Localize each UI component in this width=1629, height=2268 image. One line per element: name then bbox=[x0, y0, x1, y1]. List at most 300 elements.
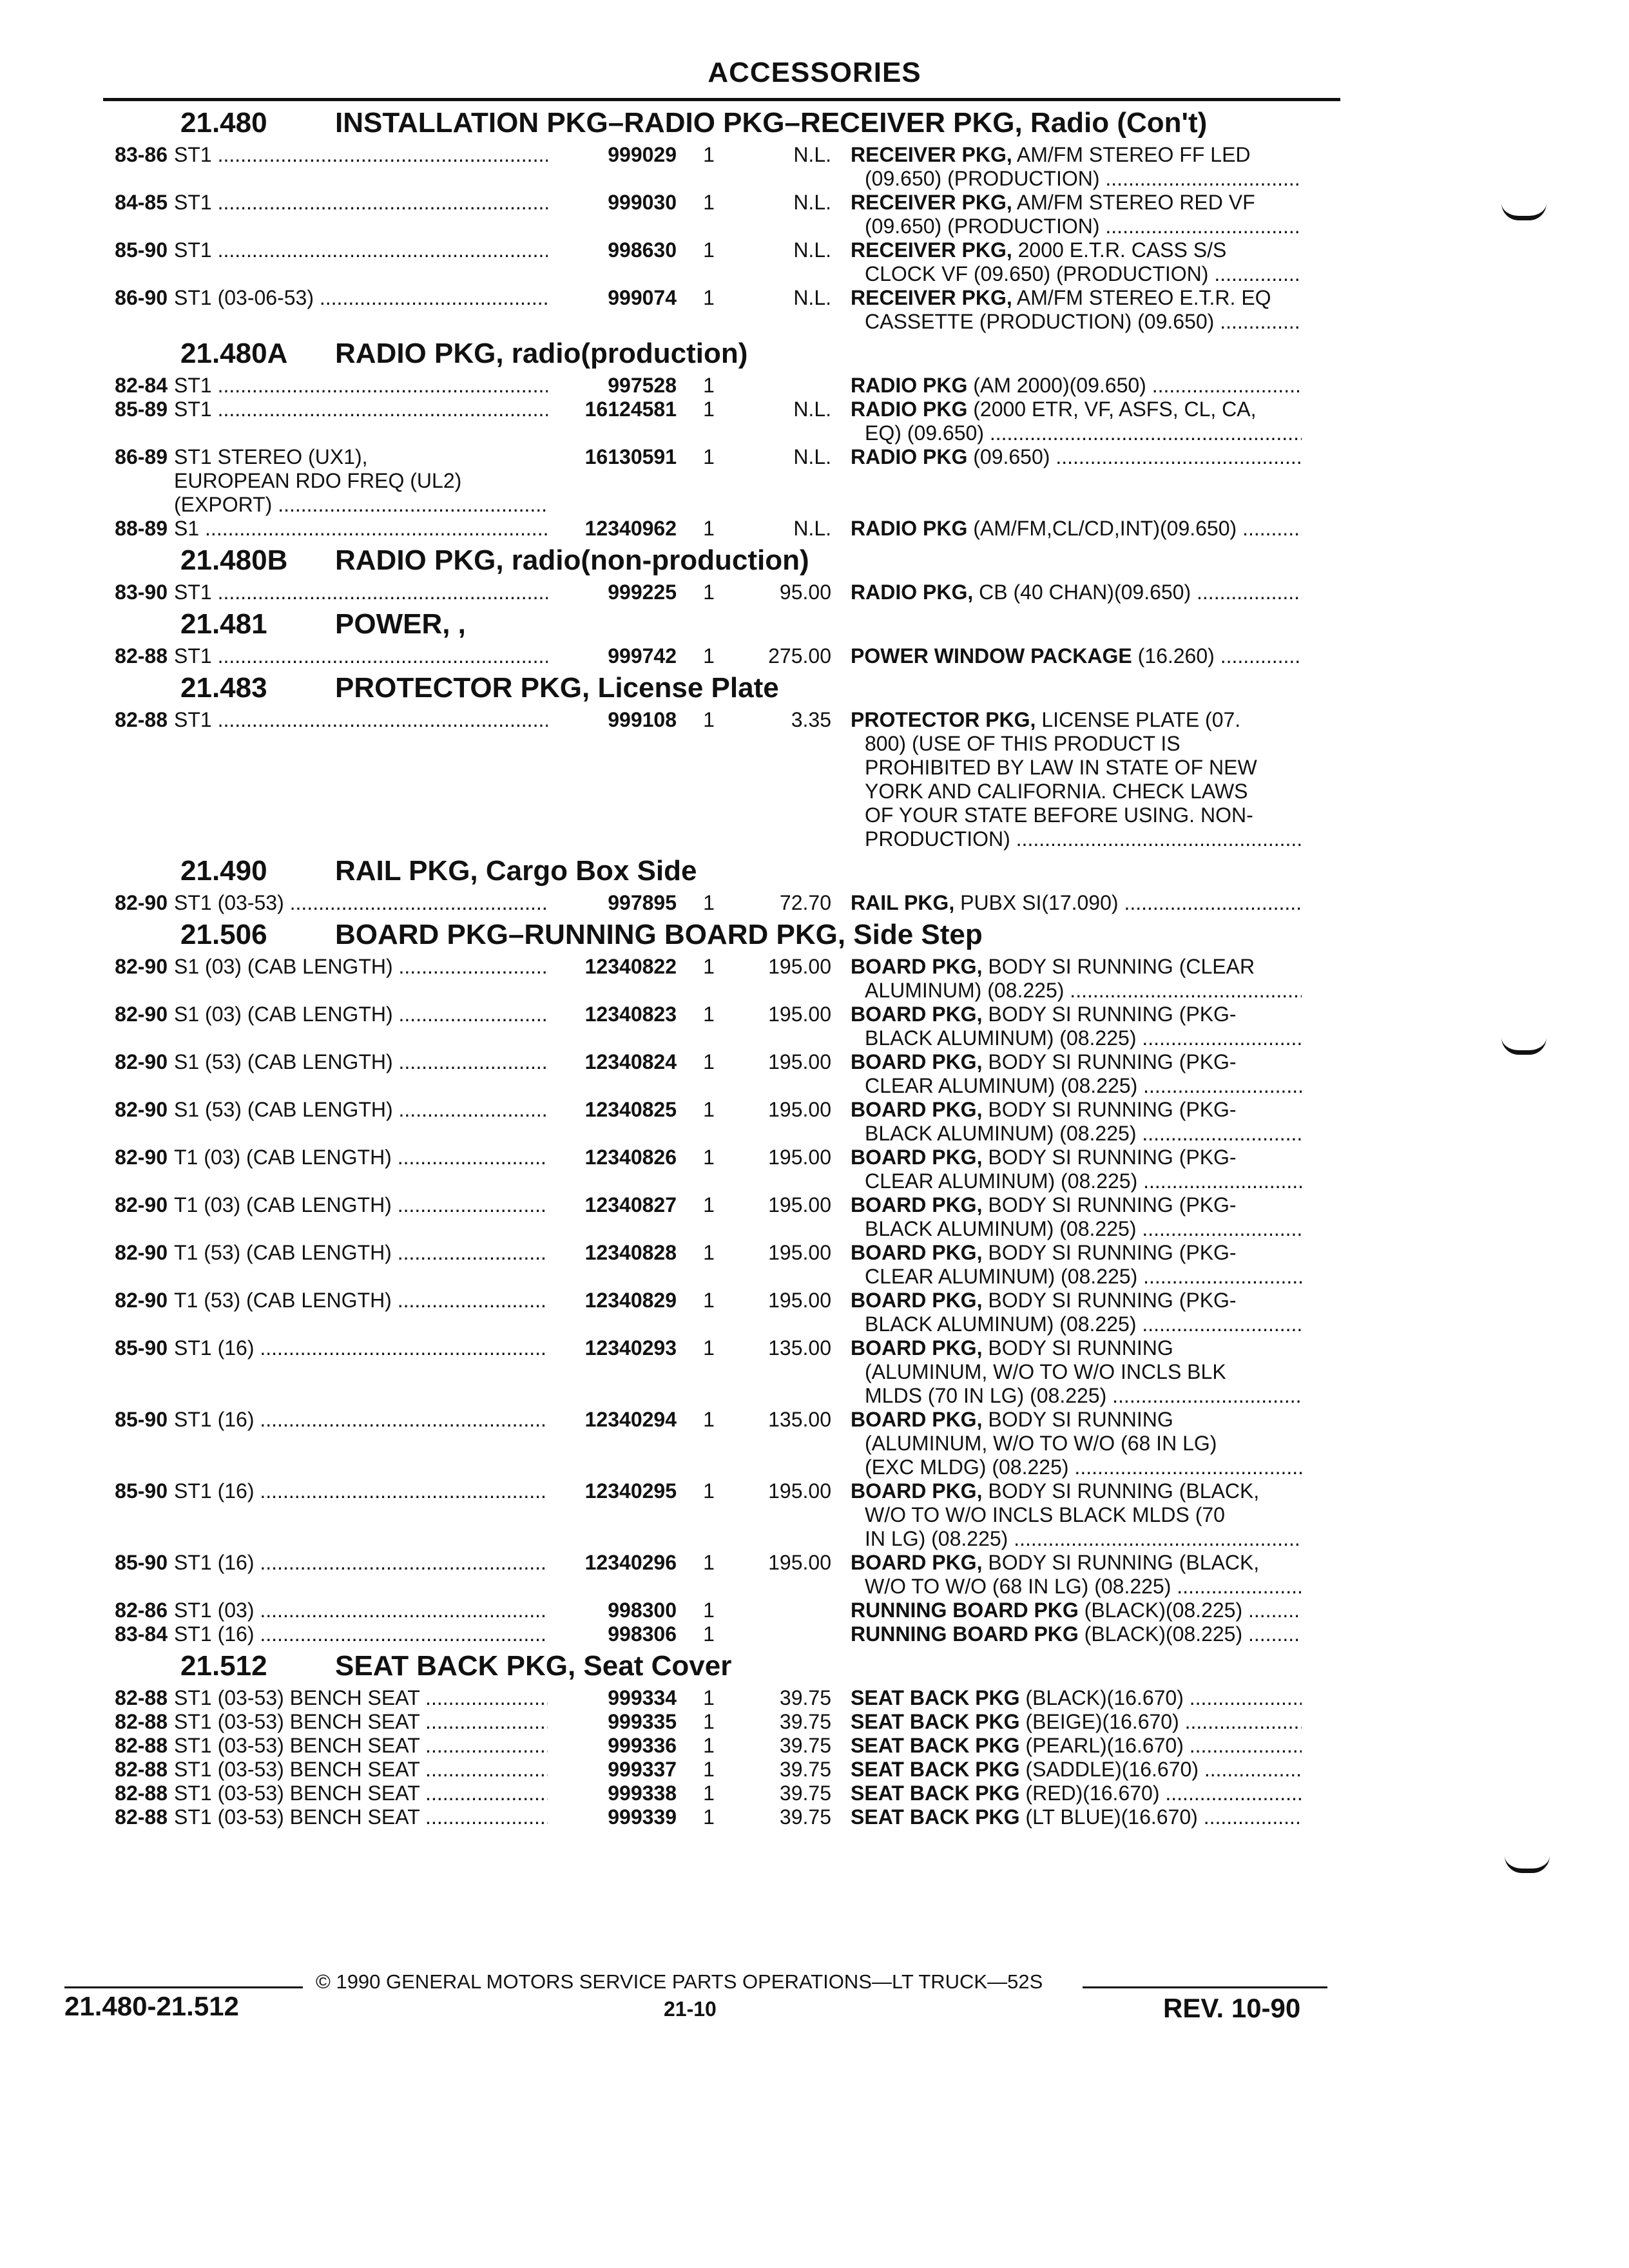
part-name-text: BODY SI RUNNING (PKG- bbox=[988, 1241, 1237, 1264]
quantity: 1 bbox=[703, 517, 715, 540]
part-name-text: BODY SI RUNNING (PKG- bbox=[988, 1050, 1237, 1073]
model-years: 82-90 bbox=[115, 1050, 168, 1073]
part-row bbox=[90, 644, 1347, 668]
catalog-section bbox=[90, 544, 1347, 604]
part-row bbox=[90, 1050, 1347, 1098]
part-name bbox=[851, 581, 1302, 604]
application-description bbox=[174, 581, 548, 604]
part-number: 12340827 bbox=[584, 1193, 677, 1216]
application-description bbox=[174, 1734, 548, 1758]
section-heading bbox=[90, 919, 1347, 955]
quantity: 1 bbox=[703, 1479, 715, 1503]
part-number: 12340825 bbox=[584, 1098, 677, 1121]
part-name bbox=[851, 1050, 1302, 1098]
part-row bbox=[90, 1686, 1347, 1710]
part-name-lead: SEAT BACK PKG bbox=[851, 1686, 1020, 1709]
part-row bbox=[90, 1710, 1347, 1734]
price: 195.00 bbox=[768, 1289, 831, 1312]
part-name-lead: BOARD PKG, bbox=[851, 1241, 983, 1264]
section-heading bbox=[90, 608, 1347, 644]
part-name bbox=[851, 1599, 1302, 1622]
application-description bbox=[174, 286, 548, 310]
model-years: 82-88 bbox=[115, 708, 168, 731]
catalog-section bbox=[90, 855, 1347, 915]
part-number: 997528 bbox=[608, 374, 677, 397]
model-years: 82-88 bbox=[115, 644, 168, 668]
price: 39.75 bbox=[779, 1805, 831, 1829]
model-years: 82-90 bbox=[115, 1241, 168, 1264]
part-name-line bbox=[851, 1734, 1302, 1758]
section-title: INSTALLATION PKG–RADIO PKG–RECEIVER PKG, Radio (Con't) bbox=[335, 107, 1208, 139]
model-years: 85-89 bbox=[115, 398, 168, 421]
part-name-line: ALUMINUM) (08.225) ..... bbox=[851, 979, 1302, 1003]
part-name-text: AM/FM STEREO FF LED bbox=[1016, 143, 1251, 166]
part-name-line bbox=[851, 891, 1302, 915]
application-description bbox=[174, 955, 548, 979]
model-years: 85-90 bbox=[115, 1551, 168, 1574]
application-description bbox=[174, 1782, 548, 1805]
catalog-section bbox=[90, 1650, 1347, 1829]
part-name-line: YORK AND CALIFORNIA. CHECK LAWS bbox=[865, 780, 1248, 803]
application-line: ST1 (16) ..... bbox=[174, 1336, 548, 1360]
part-name-line bbox=[851, 955, 1302, 979]
part-name-lead: SEAT BACK PKG bbox=[851, 1734, 1020, 1757]
part-number: 998306 bbox=[608, 1622, 677, 1646]
price: 72.70 bbox=[779, 891, 831, 914]
part-number: 999337 bbox=[608, 1758, 677, 1781]
part-name-line: BLACK ALUMINUM) (08.225) ..... bbox=[851, 1122, 1302, 1146]
part-name-lead: RECEIVER PKG, bbox=[851, 286, 1012, 309]
part-row bbox=[90, 1193, 1347, 1241]
part-name-line bbox=[851, 1479, 1302, 1503]
part-name bbox=[851, 891, 1302, 915]
part-name-text: (AM/FM,CL/CD,INT)(09.650) bbox=[973, 517, 1237, 540]
application-line: ST1 ..... bbox=[174, 374, 548, 398]
part-name-lead: RADIO PKG bbox=[851, 445, 968, 468]
footer-section-range: 21.480-21.512 bbox=[64, 1991, 239, 2021]
part-name-lead: PROTECTOR PKG, bbox=[851, 708, 1036, 731]
quantity: 1 bbox=[703, 1782, 715, 1805]
part-name-text: 2000 E.T.R. CASS S/S bbox=[1017, 238, 1227, 262]
section-number: 21.480A bbox=[180, 338, 288, 369]
header-rule bbox=[103, 98, 1340, 101]
part-name-lead: RADIO PKG, bbox=[851, 581, 974, 604]
part-row bbox=[90, 1599, 1347, 1622]
page-header-title: ACCESSORIES bbox=[708, 57, 921, 88]
part-number: 999338 bbox=[608, 1782, 677, 1805]
quantity: 1 bbox=[703, 1551, 715, 1574]
part-name bbox=[851, 1758, 1302, 1782]
part-name-line bbox=[851, 708, 1302, 732]
part-name-line: PRODUCTION) ..... bbox=[851, 827, 1302, 851]
part-name-line bbox=[851, 286, 1302, 310]
part-row bbox=[90, 398, 1347, 445]
part-name-lead: BOARD PKG, bbox=[851, 1003, 983, 1026]
section-heading bbox=[90, 855, 1347, 891]
part-name-line: OF YOUR STATE BEFORE USING. NON- bbox=[865, 803, 1253, 827]
section-heading bbox=[90, 107, 1347, 143]
footer-revision: REV. 10-90 bbox=[1163, 1993, 1301, 2023]
application-line: ST1 (03-53) BENCH SEAT ..... bbox=[174, 1734, 548, 1758]
quantity: 1 bbox=[703, 1758, 715, 1781]
model-years: 83-86 bbox=[115, 143, 168, 166]
catalog-section bbox=[90, 919, 1347, 1646]
part-name-lead: SEAT BACK PKG bbox=[851, 1710, 1020, 1733]
model-years: 82-90 bbox=[115, 1003, 168, 1026]
part-name-lead: RAIL PKG, bbox=[851, 891, 955, 914]
part-number: 12340293 bbox=[584, 1336, 677, 1360]
part-name-lead: RECEIVER PKG, bbox=[851, 191, 1012, 214]
part-number: 16124581 bbox=[584, 398, 677, 421]
catalog-section bbox=[90, 107, 1347, 334]
quantity: 1 bbox=[703, 708, 715, 731]
part-number: 12340829 bbox=[584, 1289, 677, 1312]
part-name-text: (BLACK)(08.225) bbox=[1084, 1599, 1243, 1622]
quantity: 1 bbox=[703, 1805, 715, 1829]
part-name bbox=[851, 1734, 1302, 1758]
section-heading bbox=[90, 544, 1347, 581]
part-name-line bbox=[851, 374, 1302, 398]
part-name-lead: POWER WINDOW PACKAGE bbox=[851, 644, 1132, 668]
model-years: 85-90 bbox=[115, 238, 168, 262]
application-description bbox=[174, 644, 548, 668]
part-name-line: CLEAR ALUMINUM) (08.225) ..... bbox=[851, 1074, 1302, 1098]
application-description bbox=[174, 1622, 548, 1646]
application-description bbox=[174, 1098, 548, 1122]
part-row bbox=[90, 708, 1347, 851]
part-name-line bbox=[851, 1408, 1302, 1432]
part-name-line: EQ) (09.650) ..... bbox=[851, 421, 1302, 445]
part-name-line bbox=[851, 1805, 1302, 1829]
part-name-text: BODY SI RUNNING (PKG- bbox=[988, 1003, 1237, 1026]
part-number: 12340823 bbox=[584, 1003, 677, 1026]
part-number: 16130591 bbox=[584, 445, 677, 468]
part-row bbox=[90, 1146, 1347, 1193]
part-row bbox=[90, 1758, 1347, 1782]
part-row bbox=[90, 1289, 1347, 1336]
part-name bbox=[851, 1782, 1302, 1805]
application-line: S1 (53) (CAB LENGTH) ..... bbox=[174, 1098, 548, 1122]
part-row bbox=[90, 1098, 1347, 1146]
part-name-lead: BOARD PKG, bbox=[851, 1479, 983, 1503]
part-name-lead: BOARD PKG, bbox=[851, 1098, 983, 1121]
part-name bbox=[851, 1710, 1302, 1734]
part-name-line: CLOCK VF (09.650) (PRODUCTION) ..... bbox=[851, 262, 1302, 286]
part-name-text: BODY SI RUNNING (PKG- bbox=[988, 1193, 1237, 1216]
application-line: S1 (53) (CAB LENGTH) ..... bbox=[174, 1050, 548, 1074]
application-line: ST1 (03-06-53) ..... bbox=[174, 286, 548, 310]
part-name-line bbox=[851, 1146, 1302, 1169]
price: 195.00 bbox=[768, 1098, 831, 1121]
part-name bbox=[851, 286, 1302, 334]
model-years: 82-88 bbox=[115, 1734, 168, 1757]
part-number: 12340296 bbox=[584, 1551, 677, 1574]
part-name-line: (09.650) (PRODUCTION) ..... bbox=[851, 215, 1302, 238]
part-name-text: BODY SI RUNNING (PKG- bbox=[988, 1098, 1237, 1121]
model-years: 82-90 bbox=[115, 955, 168, 978]
part-name-text: BODY SI RUNNING (BLACK, bbox=[988, 1479, 1260, 1503]
model-years: 85-90 bbox=[115, 1336, 168, 1360]
application-line: EUROPEAN RDO FREQ (UL2) bbox=[174, 469, 462, 492]
part-name-line: (EXC MLDG) (08.225) ..... bbox=[851, 1456, 1302, 1479]
section-number: 21.490 bbox=[180, 855, 267, 887]
part-name-lead: BOARD PKG, bbox=[851, 1193, 983, 1216]
price: 39.75 bbox=[779, 1710, 831, 1733]
part-name-lead: SEAT BACK PKG bbox=[851, 1782, 1020, 1805]
part-name-lead: BOARD PKG, bbox=[851, 1050, 983, 1073]
application-line: S1 (03) (CAB LENGTH) ..... bbox=[174, 1003, 548, 1026]
model-years: 85-90 bbox=[115, 1408, 168, 1431]
part-number: 998630 bbox=[608, 238, 677, 262]
application-description bbox=[174, 1336, 548, 1360]
quantity: 1 bbox=[703, 238, 715, 262]
application-description bbox=[174, 1710, 548, 1734]
price: 3.35 bbox=[791, 708, 831, 731]
part-name-lead: BOARD PKG, bbox=[851, 1289, 983, 1312]
quantity: 1 bbox=[703, 1241, 715, 1264]
part-row bbox=[90, 955, 1347, 1003]
part-name-line: (ALUMINUM, W/O TO W/O INCLS BLK bbox=[865, 1360, 1226, 1383]
section-heading bbox=[90, 672, 1347, 708]
part-name bbox=[851, 708, 1302, 851]
part-name bbox=[851, 1686, 1302, 1710]
model-years: 82-88 bbox=[115, 1758, 168, 1781]
price: 135.00 bbox=[768, 1408, 831, 1431]
quantity: 1 bbox=[703, 1408, 715, 1431]
part-name-line bbox=[851, 191, 1302, 215]
part-name bbox=[851, 644, 1302, 668]
price: N.L. bbox=[793, 517, 831, 540]
part-name-lead: BOARD PKG, bbox=[851, 1551, 983, 1574]
quantity: 1 bbox=[703, 1734, 715, 1757]
application-description bbox=[174, 1146, 548, 1169]
application-line: ST1 (03-53) BENCH SEAT ..... bbox=[174, 1686, 548, 1710]
section-number: 21.480B bbox=[180, 544, 288, 576]
part-name-line bbox=[851, 517, 1302, 541]
application-description bbox=[174, 891, 548, 915]
price: 195.00 bbox=[768, 1479, 831, 1503]
part-name-line: BLACK ALUMINUM) (08.225) ..... bbox=[851, 1026, 1302, 1050]
part-row bbox=[90, 1805, 1347, 1829]
part-name-text: (LT BLUE)(16.670) bbox=[1025, 1805, 1198, 1829]
part-name-line: MLDS (70 IN LG) (08.225) ..... bbox=[851, 1384, 1302, 1408]
model-years: 82-90 bbox=[115, 1289, 168, 1312]
part-number: 999030 bbox=[608, 191, 677, 214]
model-years: 82-84 bbox=[115, 374, 168, 397]
price: 39.75 bbox=[779, 1782, 831, 1805]
price: 195.00 bbox=[768, 1241, 831, 1264]
part-name bbox=[851, 143, 1302, 191]
application-description bbox=[174, 398, 548, 421]
binder-hole-mark bbox=[1501, 203, 1547, 220]
part-number: 12340828 bbox=[584, 1241, 677, 1264]
application-line: T1 (03) (CAB LENGTH) ..... bbox=[174, 1193, 548, 1217]
part-number: 999742 bbox=[608, 644, 677, 668]
application-description bbox=[174, 1599, 548, 1622]
application-line: T1 (53) (CAB LENGTH) ..... bbox=[174, 1289, 548, 1312]
part-name-line: CLEAR ALUMINUM) (08.225) ..... bbox=[851, 1265, 1302, 1289]
part-name-text: BODY SI RUNNING (BLACK, bbox=[988, 1551, 1260, 1574]
part-name-line bbox=[851, 1003, 1302, 1026]
model-years: 88-89 bbox=[115, 517, 168, 540]
part-name-text: PUBX SI(17.090) bbox=[960, 891, 1119, 914]
part-name-lead: RADIO PKG bbox=[851, 398, 968, 421]
footer-page-number: 21-10 bbox=[664, 1997, 717, 2021]
application-line: ST1 STEREO (UX1), bbox=[174, 445, 368, 468]
model-years: 86-90 bbox=[115, 286, 168, 309]
part-row bbox=[90, 445, 1347, 517]
part-name-line: W/O TO W/O INCLS BLACK MLDS (70 bbox=[865, 1503, 1225, 1526]
application-description bbox=[174, 1289, 548, 1312]
quantity: 1 bbox=[703, 891, 715, 914]
quantity: 1 bbox=[703, 445, 715, 468]
application-line: T1 (53) (CAB LENGTH) ..... bbox=[174, 1241, 548, 1265]
application-description bbox=[174, 708, 548, 732]
application-line: ST1 ..... bbox=[174, 238, 548, 262]
part-number: 999336 bbox=[608, 1734, 677, 1757]
application-line: ST1 ..... bbox=[174, 398, 548, 421]
part-row bbox=[90, 517, 1347, 541]
part-name-text: (SADDLE)(16.670) bbox=[1025, 1758, 1199, 1781]
part-row bbox=[90, 891, 1347, 915]
section-title: RAIL PKG, Cargo Box Side bbox=[335, 855, 697, 887]
price: N.L. bbox=[793, 398, 831, 421]
application-line: ST1 ..... bbox=[174, 644, 548, 668]
application-description bbox=[174, 1050, 548, 1074]
part-name-line: BLACK ALUMINUM) (08.225) ..... bbox=[851, 1217, 1302, 1241]
quantity: 1 bbox=[703, 1686, 715, 1709]
price: N.L. bbox=[793, 286, 831, 309]
quantity: 1 bbox=[703, 1193, 715, 1216]
part-name-text: BODY SI RUNNING (CLEAR bbox=[988, 955, 1255, 978]
quantity: 1 bbox=[703, 644, 715, 668]
part-row bbox=[90, 1782, 1347, 1805]
application-description bbox=[174, 191, 548, 215]
part-number: 999225 bbox=[608, 581, 677, 604]
quantity: 1 bbox=[703, 1003, 715, 1026]
part-name-line: CASSETTE (PRODUCTION) (09.650) ..... bbox=[851, 310, 1302, 334]
part-name-line: (09.650) (PRODUCTION) ..... bbox=[851, 167, 1302, 191]
model-years: 83-90 bbox=[115, 581, 168, 604]
application-line: S1 (03) (CAB LENGTH) ..... bbox=[174, 955, 548, 979]
part-name-text: BODY SI RUNNING bbox=[988, 1336, 1173, 1360]
part-row bbox=[90, 1003, 1347, 1050]
model-years: 82-90 bbox=[115, 1146, 168, 1169]
price: 275.00 bbox=[768, 644, 831, 668]
price: N.L. bbox=[793, 143, 831, 166]
quantity: 1 bbox=[703, 1098, 715, 1121]
part-number: 999074 bbox=[608, 286, 677, 309]
part-number: 12340826 bbox=[584, 1146, 677, 1169]
part-row bbox=[90, 581, 1347, 604]
part-name-text: AM/FM STEREO E.T.R. EQ bbox=[1016, 286, 1271, 309]
part-row bbox=[90, 1734, 1347, 1758]
price: N.L. bbox=[793, 191, 831, 214]
part-name bbox=[851, 1336, 1302, 1408]
binder-hole-mark bbox=[1505, 1856, 1550, 1873]
part-name-lead: RUNNING BOARD PKG bbox=[851, 1599, 1079, 1622]
model-years: 82-88 bbox=[115, 1782, 168, 1805]
section-heading bbox=[90, 338, 1347, 374]
model-years: 85-90 bbox=[115, 1479, 168, 1503]
part-name-line bbox=[851, 1622, 1302, 1646]
part-name-line bbox=[851, 1289, 1302, 1312]
quantity: 1 bbox=[703, 1622, 715, 1646]
part-name-line: IN LG) (08.225) ..... bbox=[851, 1527, 1302, 1551]
part-name-lead: BOARD PKG, bbox=[851, 1408, 983, 1431]
model-years: 84-85 bbox=[115, 191, 168, 214]
part-number: 12340822 bbox=[584, 955, 677, 978]
part-name-line bbox=[851, 1193, 1302, 1217]
application-line: ST1 (03-53) BENCH SEAT ..... bbox=[174, 1710, 548, 1734]
application-description bbox=[174, 1805, 548, 1829]
part-name-text: (BEIGE)(16.670) bbox=[1025, 1710, 1179, 1733]
catalog-section bbox=[90, 608, 1347, 668]
application-line: ST1 (16) ..... bbox=[174, 1622, 548, 1646]
part-number: 999339 bbox=[608, 1805, 677, 1829]
part-name-line: BLACK ALUMINUM) (08.225) ..... bbox=[851, 1312, 1302, 1336]
application-line: ST1 (03-53) ..... bbox=[174, 891, 548, 915]
part-name-line: PROHIBITED BY LAW IN STATE OF NEW bbox=[865, 756, 1257, 779]
part-name bbox=[851, 517, 1302, 541]
footer-rule-right bbox=[1083, 1986, 1327, 1988]
part-name-lead: BOARD PKG, bbox=[851, 1336, 983, 1360]
application-line: ST1 (16) ..... bbox=[174, 1479, 548, 1503]
part-name-line: (ALUMINUM, W/O TO W/O (68 IN LG) bbox=[865, 1432, 1217, 1455]
model-years: 86-89 bbox=[115, 445, 168, 468]
part-name-line bbox=[851, 644, 1302, 668]
application-line: ST1 (03-53) BENCH SEAT ..... bbox=[174, 1782, 548, 1805]
application-description bbox=[174, 1758, 548, 1782]
section-title: BOARD PKG–RUNNING BOARD PKG, Side Step bbox=[335, 919, 983, 950]
part-name-text: (BLACK)(08.225) bbox=[1084, 1622, 1243, 1646]
part-name bbox=[851, 1551, 1302, 1599]
part-name bbox=[851, 1805, 1302, 1829]
application-line: (EXPORT) ..... bbox=[174, 493, 548, 517]
part-name-line bbox=[851, 1050, 1302, 1074]
part-name-line bbox=[851, 1336, 1302, 1360]
part-name bbox=[851, 398, 1302, 445]
part-number: 997895 bbox=[608, 891, 677, 914]
part-row bbox=[90, 1479, 1347, 1551]
part-number: 12340824 bbox=[584, 1050, 677, 1073]
quantity: 1 bbox=[703, 1289, 715, 1312]
part-number: 999108 bbox=[608, 708, 677, 731]
quantity: 1 bbox=[703, 1336, 715, 1360]
part-name-line: CLEAR ALUMINUM) (08.225) ..... bbox=[851, 1169, 1302, 1193]
application-line: ST1 ..... bbox=[174, 191, 548, 215]
part-name-lead: RUNNING BOARD PKG bbox=[851, 1622, 1079, 1646]
part-number: 999334 bbox=[608, 1686, 677, 1709]
quantity: 1 bbox=[703, 1710, 715, 1733]
part-number: 12340962 bbox=[584, 517, 677, 540]
price: 135.00 bbox=[768, 1336, 831, 1360]
part-number: 999335 bbox=[608, 1710, 677, 1733]
part-name-line bbox=[851, 1599, 1302, 1622]
part-name-lead: BOARD PKG, bbox=[851, 1146, 983, 1169]
section-title: RADIO PKG, radio(production) bbox=[335, 338, 748, 369]
quantity: 1 bbox=[703, 1050, 715, 1073]
section-title: PROTECTOR PKG, License Plate bbox=[335, 672, 779, 704]
model-years: 82-88 bbox=[115, 1710, 168, 1733]
part-name-text: (RED)(16.670) bbox=[1025, 1782, 1160, 1805]
part-name-lead: RECEIVER PKG, bbox=[851, 238, 1012, 262]
price: 195.00 bbox=[768, 1193, 831, 1216]
part-name-line bbox=[851, 1782, 1302, 1805]
part-row bbox=[90, 374, 1347, 398]
quantity: 1 bbox=[703, 1599, 715, 1622]
part-number: 12340295 bbox=[584, 1479, 677, 1503]
